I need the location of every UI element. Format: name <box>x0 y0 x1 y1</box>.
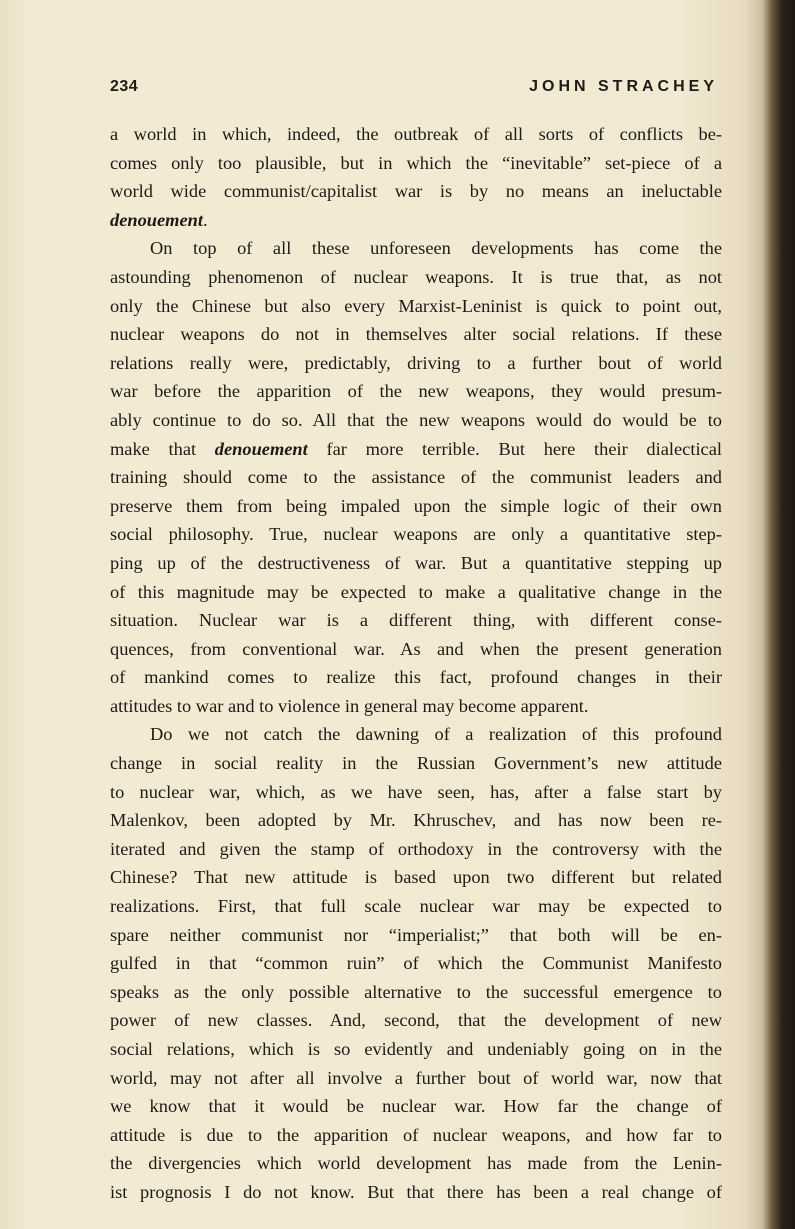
line-text: ping up of the destructiveness of war. But a quantitative stepping up <box>110 552 722 573</box>
line-text: spare neither communist nor “imperialist;” that both will be en- <box>110 924 722 945</box>
line-text: social relations, which is so evidently and undeniably going on in the <box>110 1039 722 1059</box>
text-line <box>110 921 722 950</box>
italic-term: denouement <box>214 438 308 459</box>
line-text: quences, from conventional war. As and when the present generation <box>110 638 722 659</box>
page-header <box>110 78 718 102</box>
text-line <box>110 949 722 978</box>
line-text: make that <box>110 438 215 459</box>
line-text: the divergencies which world development has made from the Lenin- <box>110 1153 722 1174</box>
line-text: gulfed in that “common ruin” of which the Communist Manifesto <box>110 953 722 974</box>
line-text: iterated and given the stamp of orthodoxy in the controversy with the <box>110 838 722 859</box>
line-text: Malenkov, been adopted by Mr. Khruschev, and has now been re- <box>110 810 722 831</box>
text-line <box>110 520 722 549</box>
running-head: JOHN STRACHEY <box>529 78 718 95</box>
text-line <box>110 578 722 607</box>
line-text: war before the apparition of the new weapons, they would presum- <box>110 381 722 402</box>
line-text: ist prognosis I do not know. But that there has been a real change of <box>110 1181 722 1202</box>
line-text: speaks as the only possible alternative to the successful emergence to <box>110 981 722 1002</box>
line-text: On top of all these unforeseen developments has come the <box>150 238 722 259</box>
text-line <box>110 835 722 864</box>
text-line <box>110 263 722 292</box>
line-text-after: . <box>202 209 208 230</box>
text-line <box>110 1035 722 1064</box>
text-line <box>110 549 722 578</box>
line-text: realizations. First, that full scale nuclear war may be expected to <box>110 896 722 917</box>
text-line <box>110 177 722 206</box>
line-text: Do we not catch the dawning of a realization of this profound <box>150 724 722 745</box>
text-line <box>110 863 722 892</box>
line-text: astounding phenomenon of nuclear weapons. It is true that, as not <box>110 266 722 287</box>
text-line <box>110 1064 722 1093</box>
line-text: nuclear weapons do not in themselves alter social relations. If these <box>110 324 722 345</box>
text-line <box>110 206 722 235</box>
line-text: attitude is due to the apparition of nuclear weapons, and how far to <box>110 1124 722 1145</box>
line-text: we know that it would be nuclear war. How far the change of <box>110 1096 722 1117</box>
text-line <box>110 292 722 321</box>
line-text: world, may not after all involve a further bout of world war, now that <box>110 1067 722 1088</box>
line-text: a world in which, indeed, the outbreak of all sorts of conflicts be- <box>110 124 722 144</box>
text-line <box>110 349 722 378</box>
text-line <box>110 1121 722 1150</box>
text-line <box>110 1149 722 1178</box>
line-text: of mankind comes to realize this fact, profound changes in their <box>110 667 722 688</box>
text-line <box>110 1092 722 1121</box>
line-text: attitudes to war and to violence in general may become apparent. <box>110 695 589 716</box>
line-text: change in social reality in the Russian Government’s new attitude <box>110 753 722 774</box>
text-line <box>110 720 722 749</box>
text-line <box>110 1006 722 1035</box>
text-line <box>110 892 722 921</box>
text-line <box>110 463 722 492</box>
line-text: relations really were, predictably, driving to a further bout of world <box>110 352 722 373</box>
line-text: social philosophy. True, nuclear weapons are only a quantitative step- <box>110 524 722 545</box>
italic-term: denouement <box>110 209 203 230</box>
text-line <box>110 234 722 263</box>
text-line <box>110 635 722 664</box>
text-line <box>110 749 722 778</box>
line-text: comes only too plausible, but in which the “inevitable” set-piece of a <box>110 152 722 173</box>
text-line <box>110 435 722 464</box>
text-line <box>110 406 722 435</box>
text-line <box>110 606 722 635</box>
line-text: to nuclear war, which, as we have seen, has, after a false start by <box>110 781 722 802</box>
body-text <box>110 120 722 1207</box>
text-line <box>110 492 722 521</box>
text-line <box>110 120 722 149</box>
line-text: ably continue to do so. All that the new weapons would do would be to <box>110 409 722 430</box>
text-line <box>110 806 722 835</box>
text-line <box>110 377 722 406</box>
text-line <box>110 663 722 692</box>
line-text: only the Chinese but also every Marxist-Leninist is quick to point out, <box>110 295 722 316</box>
text-line <box>110 320 722 349</box>
text-line <box>110 692 722 721</box>
line-text: of this magnitude may be expected to make a qualitative change in the <box>110 581 722 602</box>
line-text: preserve them from being impaled upon the simple logic of their own <box>110 495 722 516</box>
line-text: power of new classes. And, second, that the development of new <box>110 1010 722 1031</box>
page-number: 234 <box>110 78 139 95</box>
text-line <box>110 149 722 178</box>
line-text: Chinese? That new attitude is based upon two different but related <box>110 867 722 888</box>
line-text: training should come to the assistance of the communist leaders and <box>110 467 722 488</box>
text-line <box>110 978 722 1007</box>
line-text: world wide communist/capitalist war is by no means an ineluctable <box>110 181 722 202</box>
line-text: situation. Nuclear war is a different thing, with different conse- <box>110 610 722 631</box>
text-line <box>110 778 722 807</box>
text-line <box>110 1178 722 1207</box>
line-text-after: far more terrible. But here their dialectical <box>307 438 722 459</box>
